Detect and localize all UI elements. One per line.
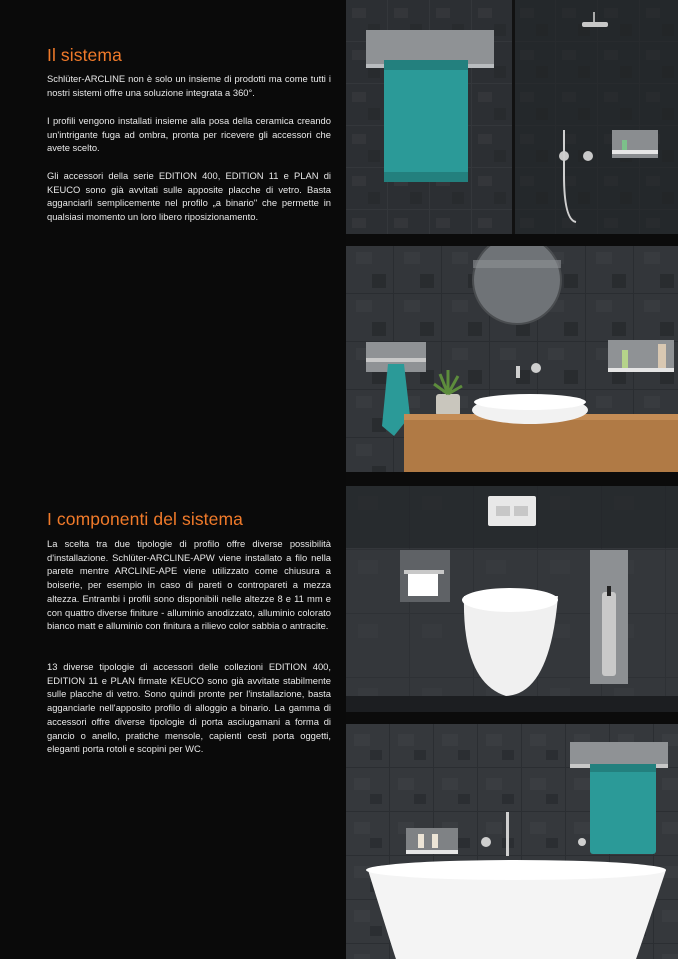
section-heading-componenti: I componenti del sistema xyxy=(47,509,243,529)
photo-column xyxy=(346,0,678,959)
photo-wall-hung-wc xyxy=(346,486,678,712)
paragraph: Schlüter-ARCLINE non è solo un insieme di prodotti ma come tutti i nostri sistemi offre una soluzione integrata a 360°. xyxy=(47,73,331,98)
paragraph: La scelta tra due tipologie di profilo offre diverse possibilità d'installazione. Schlüter-ARCLINE-APW viene installato a filo nella parete mentre ARCLINE-APE viene utilizzato come chiusura a boiserie, per esempio in caso di pareti o contropareti a mezza altezza. Entrambi i profili sono disponibili nelle altezze 8 e 11 mm e con quattro diverse finiture - alluminio anodizzato, alluminio colorato bianco matt e alluminio con finitura a rilievo color sabbia o antracite. xyxy=(47,538,331,632)
section-heading-sistema: Il sistema xyxy=(47,45,122,65)
paragraph: I profili vengono installati insieme alla posa della ceramica creando un'intrigante fuga ad ombra, pronta per ricevere gli accessori che avete scelto. xyxy=(47,115,331,154)
photo-towel-rail-shower xyxy=(346,0,678,234)
photo-bathtub xyxy=(346,724,678,959)
paragraph: Gli accessori della serie EDITION 400, EDITION 11 e PLAN di KEUCO sono già avvitati sulle apposite placche di vetro. Basta agganciarli semplicemente nel profilo „a binario" che permette in qualsiasi momento un loro libero riposizionamento. xyxy=(47,170,331,223)
paragraph: 13 diverse tipologie di accessori delle collezioni EDITION 400, EDITION 11 e PLAN firmate KEUCO sono già avvitate stabilmente sulle placche di vetro. Sono quindi pronte per l'installazione, basta agganciarle nell'apposito profilo di alloggio a binario. La gamma di accessori offre diverse tipologie di porta asciugamani a forma di gancio o anello, pratiche mensole, capienti cesti porta oggetti, eleganti porta rotoli e scopini per WC. xyxy=(47,661,331,755)
photo-vanity-mirror xyxy=(346,246,678,472)
